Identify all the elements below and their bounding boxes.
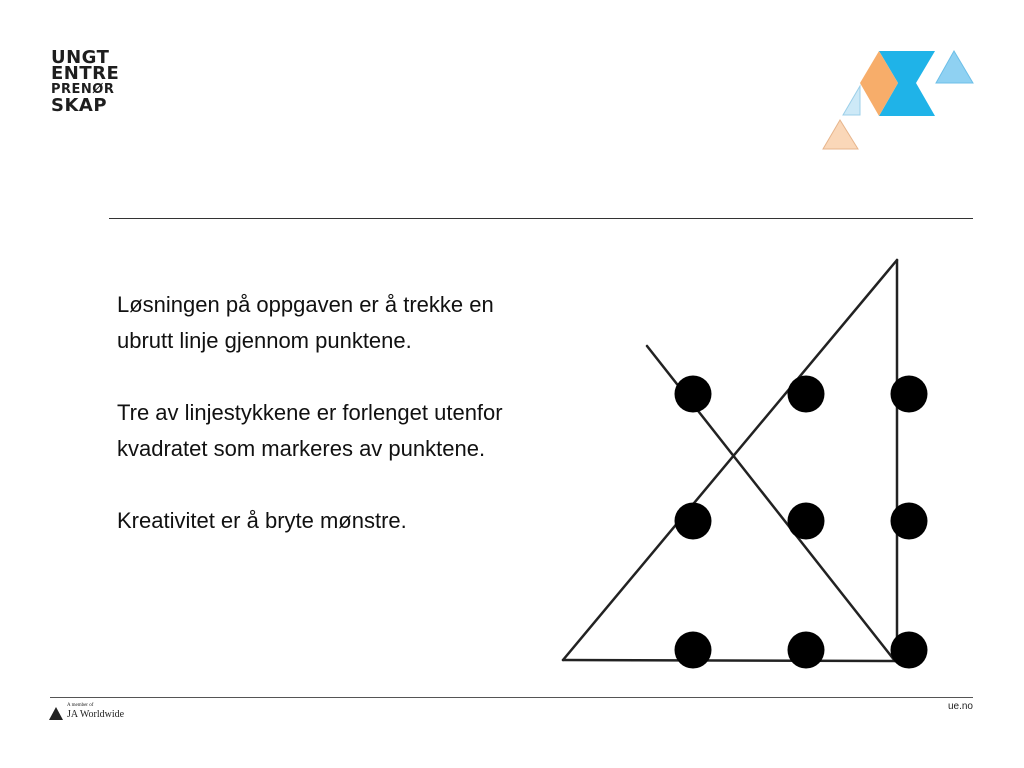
dot-1 bbox=[675, 376, 712, 413]
paragraph-1: Løsningen på oppgaven er å trekke en ubrutt linje gjennom punktene. bbox=[117, 292, 494, 353]
ue-logo bbox=[51, 47, 120, 116]
ja-worldwide-logo bbox=[49, 703, 124, 720]
nine-dot-puzzle bbox=[555, 250, 945, 670]
paragraph-3: Kreativitet er å bryte mønstre. bbox=[117, 508, 407, 533]
dot-6 bbox=[891, 503, 928, 540]
dot-5 bbox=[788, 503, 825, 540]
body-text bbox=[117, 287, 517, 575]
bottom-divider bbox=[50, 697, 973, 698]
dot-9 bbox=[891, 632, 928, 669]
light-blue-triangle bbox=[936, 51, 973, 83]
dot-2 bbox=[788, 376, 825, 413]
dot-4 bbox=[675, 503, 712, 540]
decorative-shapes bbox=[818, 48, 978, 152]
paragraph-2: Tre av linjestykkene er forlenget utenfor kvadratet som markeres av punktene. bbox=[117, 400, 503, 461]
ja-name-label: JA Worldwide bbox=[67, 709, 125, 720]
site-url[interactable]: ue.no bbox=[947, 701, 973, 712]
pale-blue-triangle bbox=[843, 86, 860, 115]
ja-member-label: A member of bbox=[67, 703, 94, 708]
dot-7 bbox=[675, 632, 712, 669]
ja-triangle-icon bbox=[49, 707, 63, 720]
logo-line-3: PRENØR bbox=[51, 82, 115, 97]
bottom-line bbox=[563, 660, 895, 661]
logo-line-1: UNGT bbox=[51, 47, 110, 68]
dot-3 bbox=[891, 376, 928, 413]
dot-8 bbox=[788, 632, 825, 669]
top-divider bbox=[109, 218, 973, 219]
peach-triangle bbox=[823, 120, 858, 149]
logo-line-2: ENTRE bbox=[51, 63, 120, 84]
logo-line-4: SKAP bbox=[51, 95, 108, 116]
